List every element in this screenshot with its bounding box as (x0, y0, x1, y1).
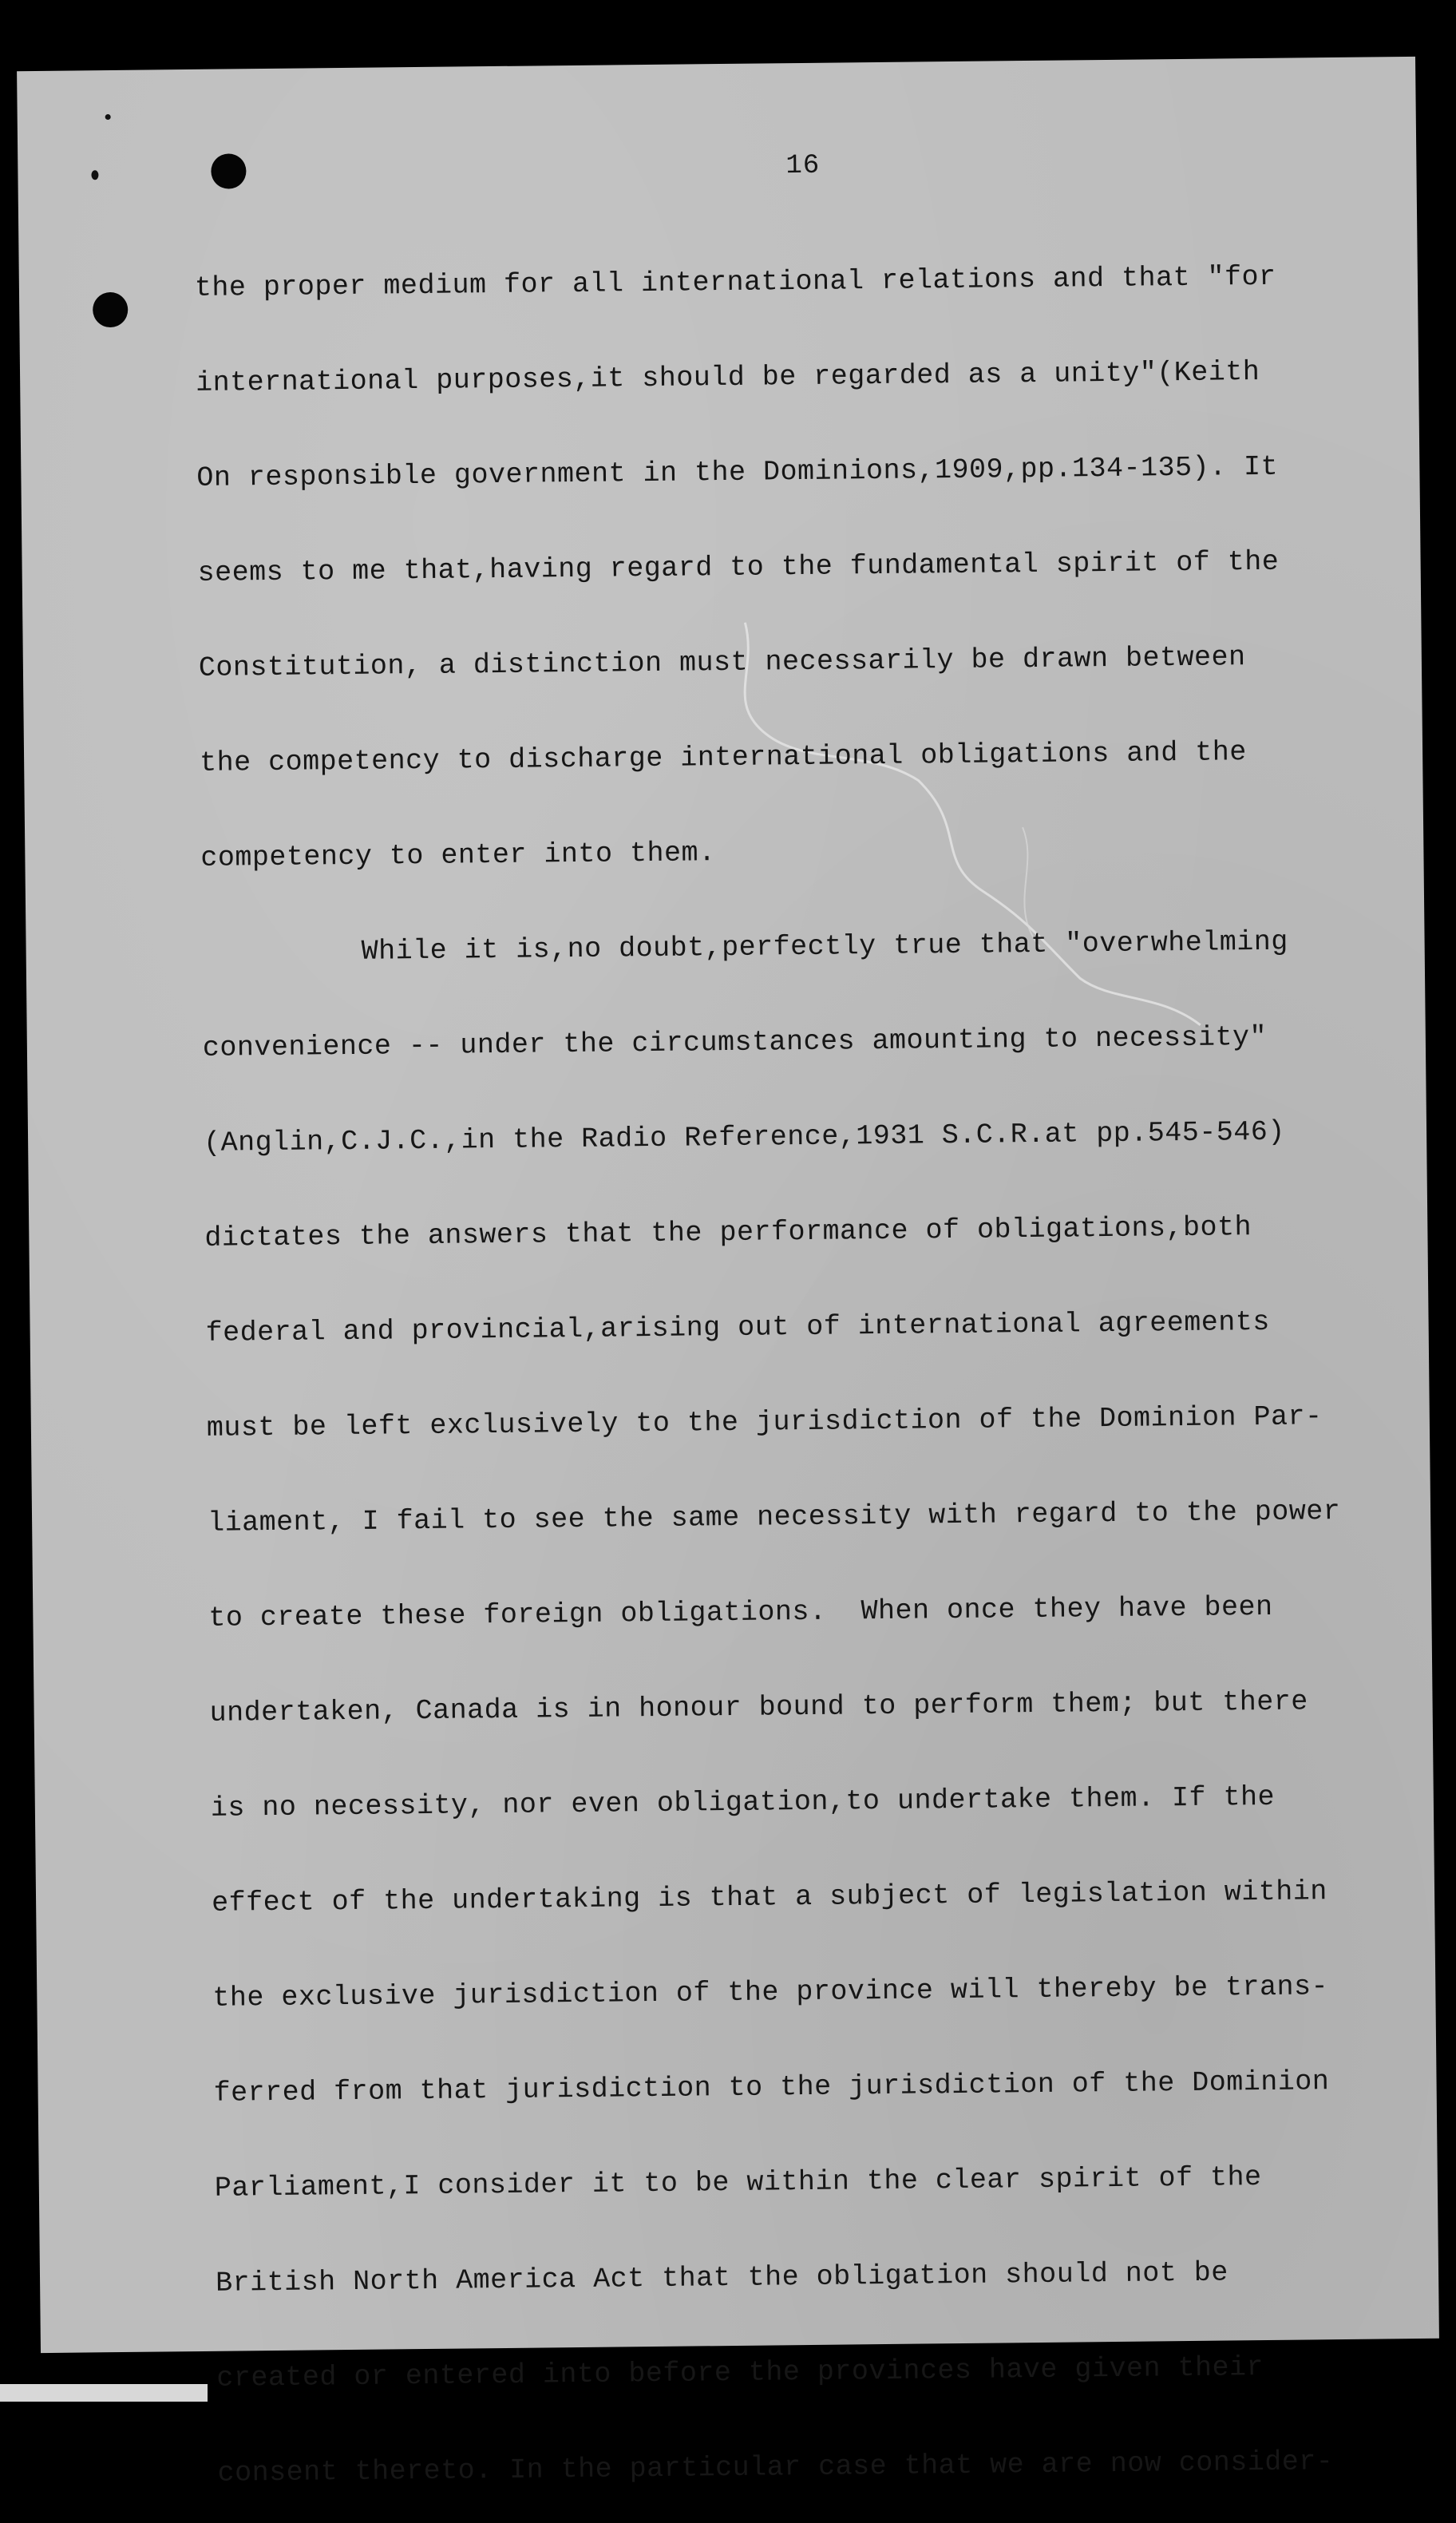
text-line: On responsible government in the Dominions,1909,pp.134-135). It (196, 450, 1279, 494)
ink-speck (105, 114, 111, 120)
text-line: to create these foreign obligations. When once they have been (208, 1590, 1273, 1634)
text-line: Constitution, a distinction must necessarily be drawn between (198, 641, 1246, 684)
text-line: must be left exclusively to the jurisdiction of the Dominion Par- (206, 1400, 1323, 1444)
text-line: consent thereto. In the particular case that we are now consider- (217, 2446, 1334, 2489)
text-line: British North America Act that the obligation should not be (215, 2256, 1228, 2299)
text-line: Parliament,I consider it to be within the clear spirit of the (214, 2161, 1262, 2204)
text-line: convenience -- under the circumstances amounting to necessity" (202, 1020, 1268, 1064)
text-line: international purposes,it should be regarded as a unity"(Keith (195, 355, 1260, 399)
ink-speck (91, 170, 98, 180)
text-line: While it is,no doubt,perfectly true that "overwhelming (361, 925, 1288, 968)
text-line: (Anglin,C.J.C.,in the Radio Reference,1931 S.C.R.at pp.545-546) (203, 1115, 1286, 1159)
text-line: the exclusive jurisdiction of the province will thereby be trans- (212, 1970, 1329, 2014)
text-line: federal and provincial,arising out of international agreements (205, 1305, 1271, 1349)
text-line: seems to me that,having regard to the fundamental spirit of the (197, 545, 1280, 589)
text-line: effect of the undertaking is that a subject of legislation within (211, 1875, 1327, 1919)
text-line: dictates the answers that the performance of obligations,both (204, 1211, 1252, 1254)
page-number: 16 (785, 150, 821, 182)
text-line: ferred from that jurisdiction to the jurisdiction of the Dominion (213, 2066, 1330, 2109)
text-line: the competency to discharge international obligations and the (199, 736, 1248, 779)
document-page (17, 57, 1439, 2489)
text-line: the proper medium for all international relations and that "for (194, 260, 1276, 304)
text-line: is no necessity, nor even obligation,to undertake them. If the (210, 1780, 1276, 1824)
body-text (194, 228, 1399, 2521)
text-line: undertaken, Canada is in honour bound to perform them; but there (209, 1685, 1308, 1729)
text-line: created or entered into before the provinces have given their (216, 2351, 1264, 2394)
text-line: competency to enter into them. (200, 837, 716, 874)
text-line: liament, I fail to see the same necessity with regard to the power (207, 1495, 1341, 1539)
punch-hole (211, 153, 246, 188)
scan-edge-strip (0, 2384, 208, 2402)
punch-hole (93, 292, 128, 327)
